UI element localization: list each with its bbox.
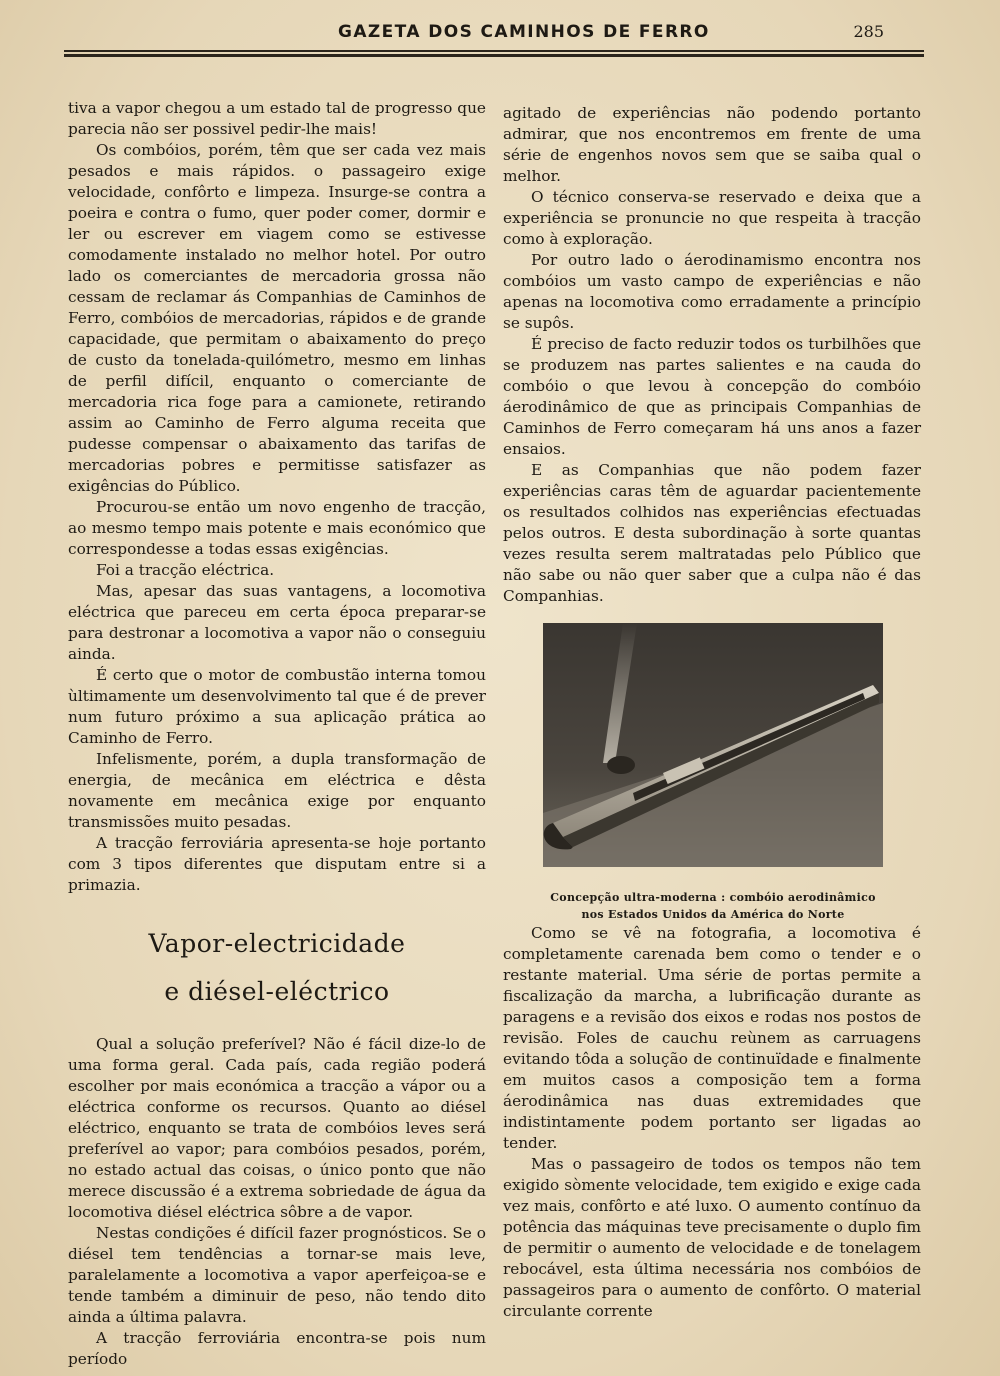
- right-column: [503, 103, 921, 1322]
- train-photo: [543, 623, 883, 867]
- paragraph: Os combóios, porém, têm que ser cada vez mais pesados e mais rápidos. o passageiro exige velocidade, confôrto e limpeza. Insurge-se contra a poeira e contra o fumo, quer poder comer, dormir e ler ou escrever em viagem como se estivesse comodamente instalado no melhor hotel. Por outro lado os comerciantes de mercadoria grossa não cessam de reclamar ás Companhias de Caminhos de Ferro, combóios de mercadorias, rápidos e de grande capacidade, que permitam o abaixamento do preço de custo da tonelada-quilómetro, mesmo em linhas de perfil difícil, enquanto o comerciante de mercadoria rica foge para a camionete, retirando assim ao Caminho de Ferro alguma receita que pudesse compensar o abaixamento das tarifas de mercadorias pobres e permitisse satisfazer as exigências do Público.: [68, 141, 486, 495]
- paragraph: Mas, apesar das suas vantagens, a locomotiva eléctrica que pareceu em certa época preparar-se para destronar a locomotiva a vapor não o conseguiu ainda.: [68, 582, 486, 663]
- section-heading-line: e diésel-eléctrico: [164, 977, 390, 1006]
- caption-line: nos Estados Unidos da América do Norte: [581, 908, 845, 921]
- paragraph: Qual a solução preferível? Não é fácil dize-lo de uma forma geral. Cada país, cada região poderá escolher por mais económica a tracção a vápor ou a eléctrica conforme os recursos. Quanto ao diésel eléctrico, enquanto se trata de combóios leves será preferível ao vapor; para combóios pesados, porém, no estado actual das coisas, o único ponto que não merece discussão é a extrema sobriedade de água da locomotiva diésel eléctrica sôbre a de vapor.: [68, 1035, 486, 1221]
- paragraph: A tracção ferroviária encontra-se pois num período: [68, 1329, 486, 1368]
- paragraph: Foi a tracção eléctrica.: [96, 561, 275, 579]
- section-heading: [68, 920, 486, 1016]
- paragraph: agitado de experiências não podendo portanto admirar, que nos encontremos em frente de uma série de engenhos novos sem que se saiba qual o melhor.: [503, 104, 921, 185]
- paragraph: O técnico conserva-se reservado e deixa que a experiência se pronuncie no que respeita à tracção como à exploração.: [503, 188, 921, 248]
- paragraph: tiva a vapor chegou a um estado tal de progresso que parecia não ser possivel pedir-lhe mais!: [68, 99, 486, 138]
- paragraph: É certo que o motor de combustão interna tomou ùltimamente um desenvolvimento tal que é de prever num futuro próximo a sua aplicação prática ao Caminho de Ferro.: [68, 666, 486, 747]
- section-heading-line: Vapor-electricidade: [148, 929, 406, 958]
- paragraph: Como se vê na fotografia, a locomotiva é completamente carenada bem como o tender e o restante material. Uma série de portas permite a fiscalização da marcha, a lubrificação durante as paragens e a revisão dos eixos e rodas nos postos de revisão. Foles de cauchu reùnem as carruagens evitando tôda a solução de continuïdade e finalmente em muitos casos a composição tem a forma áerodinâmica nas duas extremidades que indistintamente podem portanto ser ligadas ao tender.: [503, 924, 921, 1152]
- page-header: [64, 18, 924, 62]
- paragraph: Nestas condições é difícil fazer prognósticos. Se o diésel tem tendências a tornar-se mais leve, paralelamente a locomotiva a vapor aperfeiçoa-se e tende também a diminuir de peso, não tendo dito ainda a última palavra.: [68, 1224, 486, 1326]
- paragraph: E as Companhias que não podem fazer experiências caras têm de aguardar pacientemente os resultados colhidos nas experiências efectuadas pelos outros. E desta subordinação à sorte quantas vezes resulta serem maltratadas pelo Público que não sabe ou não quer saber que a culpa não é das Companhias.: [503, 461, 921, 605]
- paragraph: Por outro lado o áerodinamismo encontra nos combóios um vasto campo de experiências e não apenas na locomotiva como erradamente a princípio se supôs.: [503, 251, 921, 332]
- paragraph: A tracção ferroviária apresenta-se hoje portanto com 3 tipos diferentes que disputam entre si a primazia.: [68, 834, 486, 894]
- figure-caption: [543, 889, 883, 923]
- figure: [543, 623, 883, 923]
- paragraph: Infelismente, porém, a dupla transformação de energia, de mecânica em eléctrica e dêsta novamente em mecânica exige por enquanto transmissões muito pesadas.: [68, 750, 486, 831]
- journal-title: GAZETA DOS CAMINHOS DE FERRO: [338, 22, 710, 42]
- header-rule: [64, 50, 924, 57]
- caption-line: Concepção ultra-moderna : combóio aerodinâmico: [550, 891, 876, 904]
- page-number: 285: [853, 22, 884, 41]
- left-column: [68, 98, 486, 1370]
- paragraph: Mas o passageiro de todos os tempos não tem exigido sòmente velocidade, tem exigido e exige cada vez mais, confôrto e até luxo. O aumento contínuo da potência das máquinas teve precisamente o duplo fim de permitir o aumento de velocidade e de tonelagem rebocável, esta última necessária nos combóios de passageiros para o aumento de confôrto. O material circulante corrente: [503, 1155, 921, 1320]
- paragraph: Procurou-se então um novo engenho de tracção, ao mesmo tempo mais potente e mais económico que correspondesse a todas essas exigências.: [68, 498, 486, 558]
- paragraph: É preciso de facto reduzir todos os turbilhões que se produzem nas partes salientes e na cauda do combóio o que levou à concepção do combóio áerodinâmico de que as principais Companhias de Caminhos de Ferro começaram há uns anos a fazer ensaios.: [503, 335, 921, 458]
- streamlined-train-illustration: [543, 623, 883, 867]
